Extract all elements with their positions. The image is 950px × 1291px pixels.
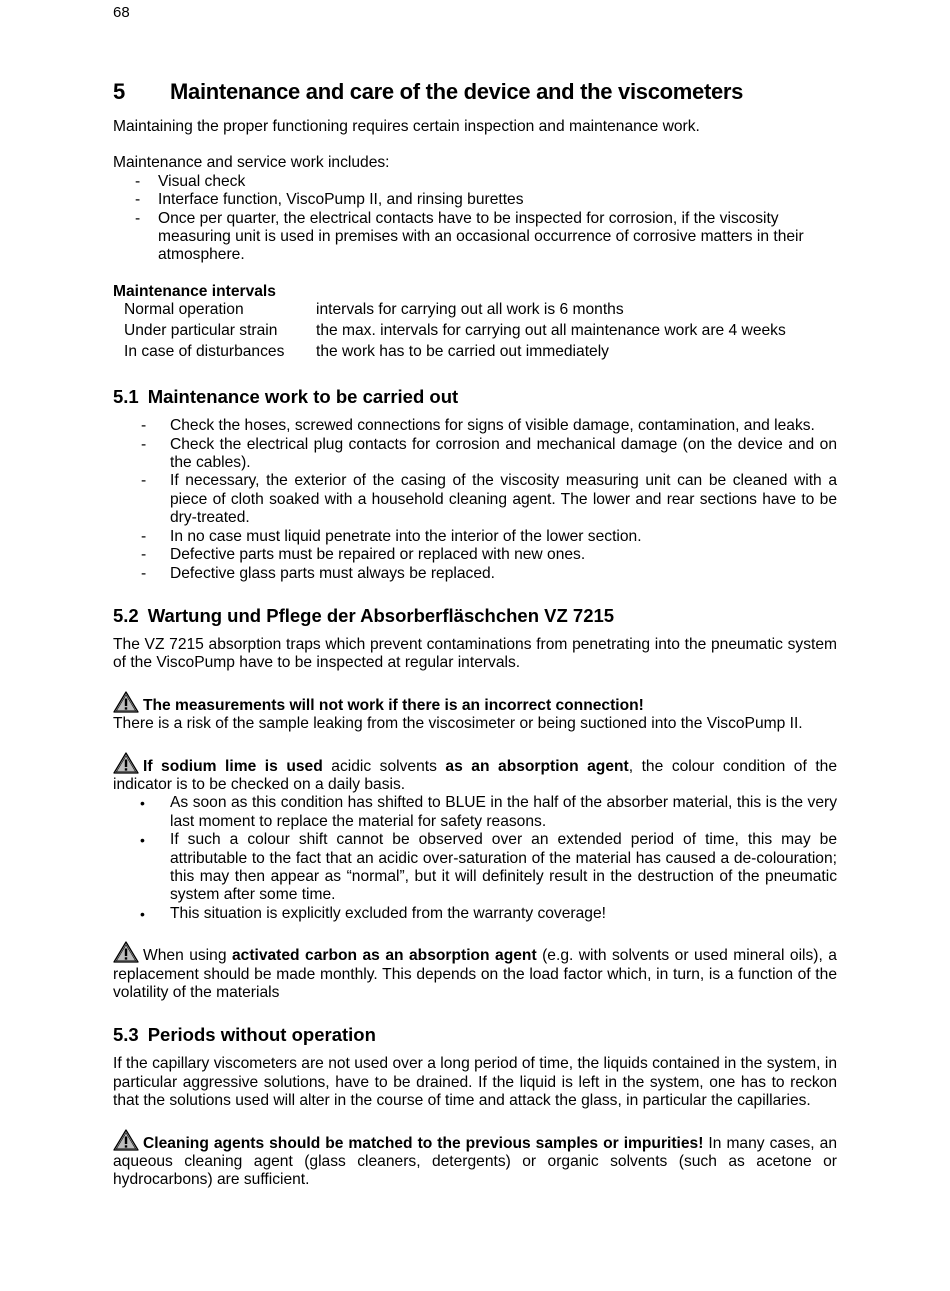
list-item: • If such a colour shift cannot be observed over an extended period of time, this may be attributable to the fact that an acidic over-saturation of the material has caused a de-colouration; this may then appear as “normal”, but it will definitely result in the destruction of the pneumatic system after some time.	[140, 831, 837, 904]
list-item: - Check the electrical plug contacts for corrosion and mechanical damage (on the device and on the cables).	[141, 435, 837, 472]
sodium-lime-bullets	[113, 794, 837, 923]
warning-cleaning-agents: Cleaning agents should be matched to the previous samples or impurities! In many cases, an aqueous cleaning agent (glass cleaners, detergents) or organic solvents (such as acetone or hydrocarbons) are sufficient.	[113, 1129, 837, 1190]
list-item: - Defective glass parts must always be replaced.	[141, 564, 496, 582]
interval-value: intervals for carrying out all work is 6 months	[316, 301, 624, 319]
chapter-title: Maintenance and care of the device and the viscometers	[170, 79, 744, 104]
chapter-intro: Maintaining the proper functioning requires certain inspection and maintenance work.	[113, 118, 700, 135]
list-item: - If necessary, the exterior of the casing of the viscosity measuring unit can be cleaned with a piece of cloth soaked with a household cleaning agent. The lower and rear sections have to be dry-treated.	[141, 472, 837, 527]
interval-condition: Normal operation	[124, 301, 244, 319]
table-row	[124, 343, 786, 364]
chapter-heading	[113, 78, 837, 106]
section-5-2-heading: 5.2 Wartung und Pflege der Absorberfläschchen VZ 7215	[113, 604, 615, 626]
warning-triangle-icon	[113, 941, 139, 963]
table-row	[124, 322, 786, 343]
table-row	[124, 301, 786, 322]
chapter-number: 5	[113, 79, 125, 104]
warning-incorrect-connection: The measurements will not work if there is an incorrect connection! There is a risk of the sample leaking from the viscosimeter or being suctioned into the ViscoPump II.	[113, 691, 837, 734]
list-item: - In no case must liquid penetrate into the interior of the lower section.	[141, 527, 642, 545]
includes-list	[113, 173, 837, 265]
list-item: • As soon as this condition has shifted to BLUE in the half of the absorber material, this is the very last moment to replace the material for safety reasons.	[140, 794, 837, 830]
list-item: - Interface function, ViscoPump II, and rinsing burettes	[135, 191, 524, 209]
section-5-1-heading: 5.1 Maintenance work to be carried out	[113, 386, 459, 408]
warning-triangle-icon	[113, 691, 139, 713]
warning-activated-carbon: When using activated carbon as an absorption agent (e.g. with solvents or used mineral oils), a replacement should be made monthly. This depends on the load factor which, in turn, is a function of the volatility of the materials	[113, 941, 837, 1002]
list-item: - Once per quarter, the electrical contacts have to be inspected for corrosion, if the viscosity measuring unit is used in premises with an occasional occurrence of corrosive matters in their atmosphere.	[135, 209, 804, 264]
list-item: • This situation is explicitly excluded from the warranty coverage!	[140, 904, 606, 922]
includes-label: Maintenance and service work includes:	[113, 154, 390, 172]
section-5-3-text: If the capillary viscometers are not used over a long period of time, the liquids contained in the system, in particular aggressive solutions, have to be drained. If the liquid is left in the system, one has to reckon that the solutions used will alter in the course of time and attack the glass, in particular the capillaries.	[113, 1055, 837, 1110]
list-item: - Check the hoses, screwed connections for signs of visible damage, contamination, and leaks.	[141, 417, 815, 435]
warning-triangle-icon	[113, 752, 139, 774]
interval-condition: In case of disturbances	[124, 343, 285, 361]
warning-triangle-icon	[113, 1129, 139, 1151]
intervals-table	[124, 301, 786, 364]
interval-value: the work has to be carried out immediately	[316, 343, 609, 361]
page-number: 68	[113, 4, 130, 21]
maintenance-work-list	[113, 417, 837, 583]
interval-condition: Under particular strain	[124, 322, 278, 340]
interval-value: the max. intervals for carrying out all maintenance work are 4 weeks	[316, 322, 786, 340]
warning-sodium-lime: If sodium lime is used acidic solvents as an absorption agent, the colour condition of the indicator is to be checked on a daily basis.	[113, 752, 837, 795]
list-item: - Defective parts must be repaired or replaced with new ones.	[141, 546, 586, 564]
list-item: - Visual check	[135, 172, 246, 190]
document-body	[113, 78, 837, 1190]
section-5-2-intro: The VZ 7215 absorption traps which prevent contaminations from penetrating into the pneumatic system of the ViscoPump have to be inspected at regular intervals.	[113, 635, 837, 672]
intervals-title: Maintenance intervals	[113, 282, 276, 300]
section-5-3-heading: 5.3 Periods without operation	[113, 1024, 376, 1046]
